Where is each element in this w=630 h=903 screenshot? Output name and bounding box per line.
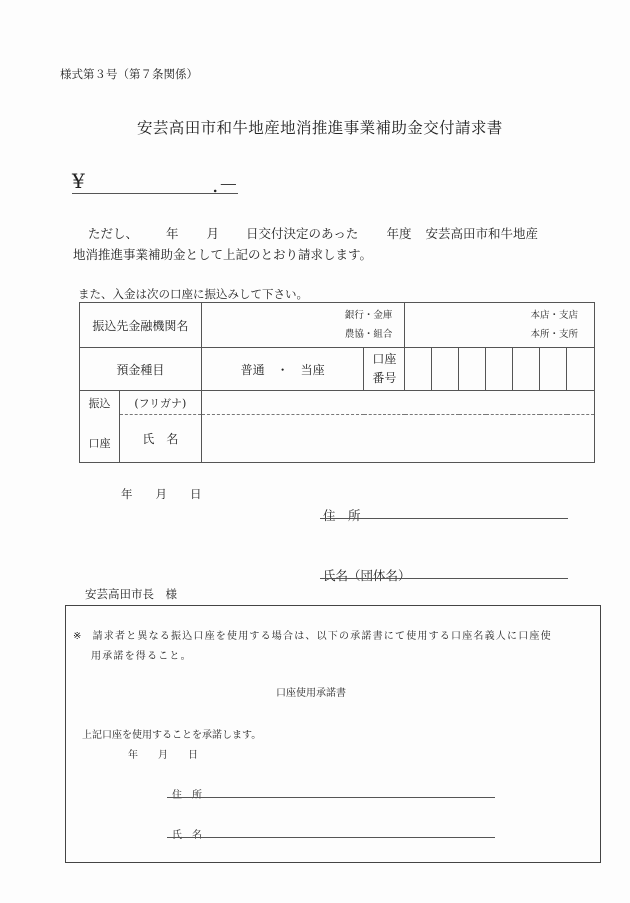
account-number-label-2: 番号 (372, 371, 397, 385)
consent-date-day: 日 (188, 750, 198, 761)
consent-date-year: 年 (128, 750, 138, 761)
applicant-address-underline (320, 518, 568, 519)
consent-name-label: 氏 名 (172, 830, 202, 841)
date-month: 月 (155, 487, 167, 501)
furigana-input[interactable] (201, 391, 594, 415)
consent-address-label: 住 所 (172, 790, 202, 801)
branch-name-cell[interactable] (405, 303, 595, 348)
applicant-name-underline (320, 578, 568, 579)
body-prefix: ただし、 (88, 226, 139, 241)
date-day: 日 (190, 487, 202, 501)
account-digit-1[interactable] (405, 348, 432, 391)
account-digit-2[interactable] (432, 348, 459, 391)
consent-note-line-2: 用承諾を得ること。 (91, 651, 192, 662)
yen-symbol: ¥ (72, 169, 85, 193)
body-day-suffix: 日交付決定のあった (246, 226, 359, 241)
body-tail: 安芸高田市和牛地産 (425, 226, 538, 241)
body-month: 月 (206, 226, 220, 241)
account-digit-4[interactable] (486, 348, 513, 391)
body-year: 年 (166, 226, 179, 241)
bank-name-cell[interactable] (201, 303, 405, 348)
account-label: 口座 (88, 437, 111, 450)
institution-label: 振込先金融機関名 (80, 303, 202, 348)
transfer-account-label (80, 391, 120, 463)
note-text-1: 請求者と異なる振込口座を使用する場合は、以下の承諾書にて使用する口座名義人に口座使 (92, 631, 552, 642)
deposit-type-options[interactable]: 普通 ・ 当座 (201, 348, 364, 391)
account-number-label (364, 348, 405, 391)
account-digit-5[interactable] (513, 348, 540, 391)
consent-date-month: 月 (158, 750, 168, 761)
note-mark: ※ (73, 631, 83, 642)
consent-name-underline (167, 837, 495, 838)
account-number-label-1: 口座 (372, 352, 397, 366)
consent-date[interactable] (128, 746, 198, 761)
consent-heading: 口座使用承諾書 (276, 688, 346, 699)
body-line-2: 地消推進事業補助金として上記のとおり請求します。 (73, 247, 373, 262)
request-date[interactable] (121, 486, 202, 502)
form-number: 様式第３号（第７条関係） (60, 67, 198, 81)
account-digit-7[interactable] (567, 348, 595, 391)
amount-underline (72, 193, 238, 194)
body-fiscal-year: 年度 (386, 226, 412, 241)
transfer-note: また、入金は次の口座に振込みして下さい。 (78, 287, 308, 301)
bank-type-2: 農協・組合 (344, 329, 393, 340)
consent-address-underline (167, 797, 495, 798)
applicant-name-label: 氏名（団体名） (323, 568, 411, 583)
deposit-type-label: 預金種目 (80, 348, 202, 391)
name-label: 氏 名 (119, 415, 201, 463)
furigana-label: (フリガナ) (119, 391, 201, 415)
applicant-address-label: 住 所 (323, 508, 361, 523)
bank-type-1: 銀行・金庫 (344, 310, 393, 321)
account-digit-3[interactable] (459, 348, 486, 391)
account-holder-name-input[interactable] (201, 415, 594, 463)
bank-account-table (79, 302, 595, 463)
consent-text: 上記口座を使用することを承諾します。 (82, 730, 262, 741)
branch-type-1: 本店・支店 (530, 310, 578, 321)
body-line-1 (88, 224, 538, 242)
account-digit-6[interactable] (540, 348, 567, 391)
addressee: 安芸高田市長 様 (85, 587, 177, 601)
branch-type-2: 本所・支所 (530, 329, 578, 340)
date-year: 年 (121, 487, 133, 501)
amount-suffix: .－ (212, 173, 239, 197)
transfer-label: 振込 (88, 397, 111, 410)
page-title: 安芸高田市和牛地産地消推進事業補助金交付請求書 (137, 119, 503, 137)
consent-note-line-1 (73, 627, 552, 642)
